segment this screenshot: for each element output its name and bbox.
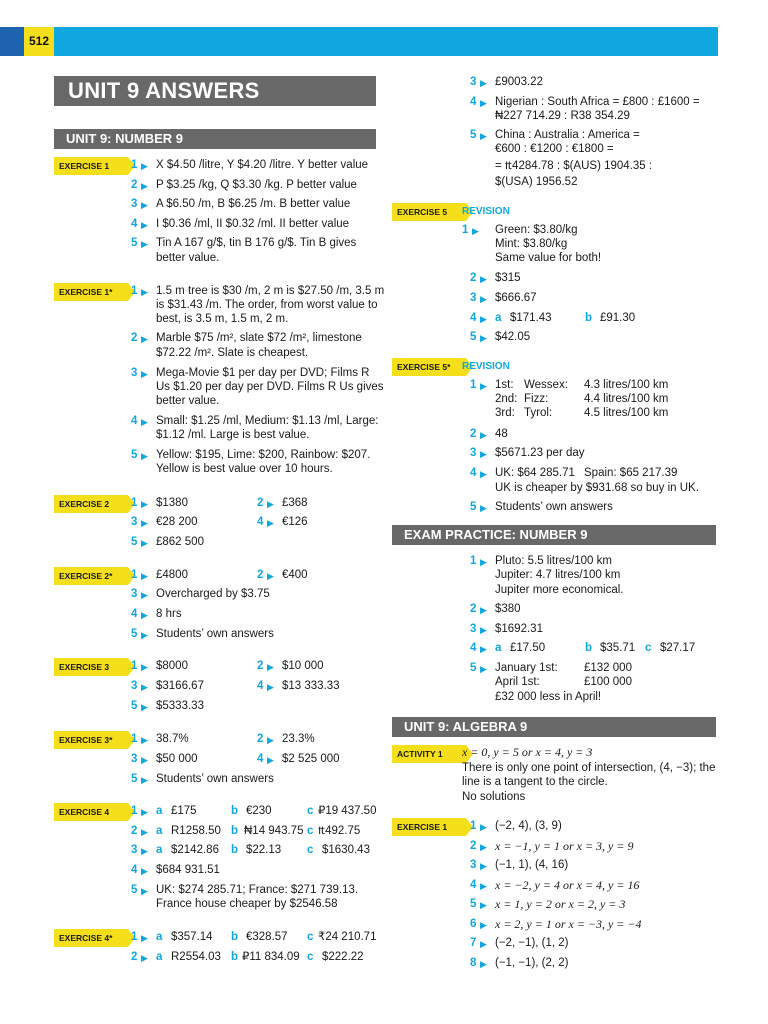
section-number-9: UNIT 9: NUMBER 9 [54,129,376,149]
answer-text: I $0.36 /ml, II $0.32 /ml. II better value [156,218,350,230]
answer-text: Overcharged by $3.75 [156,588,270,600]
answer-number: 1 [131,660,138,672]
part-letter: b [231,931,239,943]
answer-text: €400 [282,569,308,581]
answer-text: £9003.22 [495,76,543,88]
answer-text: ₦227 714.29 : R38 354.29 [495,110,630,122]
arrow-icon: ▶ [141,662,148,672]
car-value: 4.5 litres/100 km [584,407,669,419]
answer-number: 2 [131,825,138,837]
answer-text: $666.67 [495,292,537,304]
arrow-icon: ▶ [480,900,487,910]
answer-text: €328.57 [246,931,288,943]
part-letter: b [231,951,239,963]
part-letter: b [231,844,239,856]
exercise-5-star-tag: EXERCISE 5* [392,358,466,376]
answer-text: 38.7% [156,733,189,745]
answer-text: x = 0, y = 5 or x = 4, y = 3 [462,745,593,759]
arrow-icon: ▶ [480,959,487,969]
top-banner [0,27,718,56]
rank-label: 1st: [495,379,514,391]
answer-text: ₽19 437.50 [318,805,377,817]
answer-text: €230 [246,805,272,817]
answer-text: Spain: $65 217.39 [584,467,678,479]
answer-text: Jupiter: 4.7 litres/100 km [495,569,621,581]
answer-number: 5 [131,628,138,640]
answer-number: 2 [470,840,477,852]
car-name: Tyrol: [524,407,553,419]
arrow-icon: ▶ [141,953,148,963]
arrow-icon: ▶ [141,334,148,344]
arrow-icon: ▶ [480,503,487,513]
answer-number: 5 [131,449,138,461]
answer-number: 3 [131,367,138,379]
arrow-icon: ▶ [480,605,487,615]
section-exam-practice: EXAM PRACTICE: NUMBER 9 [392,525,716,545]
arrow-icon: ▶ [141,807,148,817]
answer-text: $171.43 [510,312,552,324]
answer-number: 3 [470,76,477,88]
answer-text: $(USA) 1956.52 [495,176,578,188]
answer-text: (−2, 4), (3, 9) [495,820,562,832]
arrow-icon: ▶ [141,682,148,692]
answer-text: Green: $3.80/kg [495,224,578,236]
part-letter: a [156,931,163,943]
answer-number: 1 [462,224,469,236]
answer-text: $1630.43 [322,844,370,856]
arrow-icon: ▶ [141,866,148,876]
revision-label: REVISION [462,361,510,372]
arrow-icon: ▶ [480,939,487,949]
answer-text: Small: $1.25 /ml, Medium: $1.13 /ml, Large: [156,415,379,427]
arrow-icon: ▶ [480,469,487,479]
answer-text: €28 200 [156,516,198,528]
car-name: Fizz: [524,393,549,405]
arrow-icon: ▶ [141,538,148,548]
arrow-icon: ▶ [141,590,148,600]
answer-number: 3 [131,516,138,528]
answer-number: 4 [470,642,477,654]
arrow-icon: ▶ [141,775,148,785]
arrow-icon: ▶ [480,822,487,832]
answer-number: 4 [257,516,264,528]
arrow-icon: ▶ [141,220,148,230]
answer-text: better value. [156,252,220,264]
answer-number: 4 [470,96,477,108]
arrow-icon: ▶ [267,518,274,528]
answer-text: Yellow: $195, Lime: $200, Rainbow: $207. [156,449,371,461]
arrow-icon: ▶ [480,98,487,108]
arrow-icon: ▶ [472,226,479,236]
answer-number: 2 [470,272,477,284]
answer-text: Tin A 167 g/$, tin B 176 g/$. Tin B gives [156,237,357,249]
section-algebra-9: UNIT 9: ALGEBRA 9 [392,717,716,737]
answer-number: 2 [257,497,264,509]
arrow-icon: ▶ [267,662,274,672]
answer-text: £368 [282,497,308,509]
part-letter: c [645,642,652,654]
answer-text: line is a tangent to the circle. [462,776,608,788]
arrow-icon: ▶ [480,664,487,674]
answer-number: 3 [470,623,477,635]
answer-text: $315 [495,272,521,284]
page-number: 512 [24,27,54,56]
answer-number: 5 [470,898,477,910]
answer-number: 2 [131,179,138,191]
arrow-icon: ▶ [141,417,148,427]
answer-text: £4800 [156,569,188,581]
arrow-icon: ▶ [141,933,148,943]
answer-text: There is only one point of intersection, (4, −3); the [462,762,716,774]
arrow-icon: ▶ [480,625,487,635]
arrow-icon: ▶ [141,630,148,640]
part-letter: a [156,825,163,837]
answer-text: (−2, −1), (1, 2) [495,937,569,949]
page-title: UNIT 9 ANSWERS [54,76,376,106]
answer-text: UK is cheaper by $931.68 so buy in UK. [495,482,699,494]
arrow-icon: ▶ [141,200,148,210]
exercise-1-star-tag: EXERCISE 1* [54,283,128,301]
part-letter: c [307,825,314,837]
answer-number: 5 [131,773,138,785]
answer-text: ₦14 943.75 [244,825,304,837]
answer-text: x = 2, y = 1 or x = −3, y = −4 [495,917,642,931]
answer-text: $22.13 [246,844,282,856]
answer-number: 1 [131,805,138,817]
answer-text: 8 hrs [156,608,182,620]
answer-text: R2554.03 [171,951,221,963]
answer-number: 3 [470,292,477,304]
arrow-icon: ▶ [480,881,487,891]
answer-text: 1.5 m tree is $30 /m, 2 m is $27.50 /m, 3.5 m [156,285,385,297]
answer-number: 4 [470,467,477,479]
arrow-icon: ▶ [480,449,487,459]
exercise-3-tag: EXERCISE 3 [54,658,128,676]
answer-number: 7 [470,937,477,949]
activity-1-tag: ACTIVITY 1 [392,745,466,763]
arrow-icon: ▶ [141,755,148,765]
part-letter: a [156,805,163,817]
answer-text: Students’ own answers [495,501,613,513]
answer-number: 4 [131,415,138,427]
answer-text: R1258.50 [171,825,221,837]
answer-text: $2142.86 [171,844,219,856]
rank-label: 2nd: [495,393,518,405]
answer-text: $684 931.51 [156,864,220,876]
answer-text: ₶492.75 [318,825,361,837]
answer-number: 5 [131,536,138,548]
exercise-4-star-tag: EXERCISE 4* [54,929,128,947]
answer-text: $5671.23 per day [495,447,585,459]
answer-text: April 1st: [495,676,540,688]
answer-text: $8000 [156,660,188,672]
arrow-icon: ▶ [480,644,487,654]
answer-text: ₹24 210.71 [318,931,377,943]
answer-text: x = −2, y = 4 or x = 4, y = 16 [495,878,640,892]
answer-text: (−1, −1), (2, 2) [495,957,569,969]
answer-number: 1 [131,497,138,509]
car-value: 4.3 litres/100 km [584,379,669,391]
exercise-4-tag: EXERCISE 4 [54,803,128,821]
answer-number: 5 [131,237,138,249]
arrow-icon: ▶ [141,518,148,528]
answer-number: 2 [257,569,264,581]
arrow-icon: ▶ [141,369,148,379]
arrow-icon: ▶ [480,294,487,304]
answer-text: (−1, 1), (4, 16) [495,859,569,871]
answer-text: $2 525 000 [282,753,340,765]
answer-text: €600 : €1200 : €1800 = [495,143,614,155]
answer-text: $5333.33 [156,700,204,712]
arrow-icon: ▶ [480,314,487,324]
answer-text: Mint: $3.80/kg [495,238,568,250]
algebra-exercise-1-tag: EXERCISE 1 [392,818,466,836]
arrow-icon: ▶ [141,571,148,581]
answer-text: £862 500 [156,536,204,548]
part-letter: c [307,931,314,943]
arrow-icon: ▶ [141,161,148,171]
answer-text: $1692.31 [495,623,543,635]
exercise-2-tag: EXERCISE 2 [54,495,128,513]
part-letter: a [495,642,502,654]
answer-text: €126 [282,516,308,528]
arrow-icon: ▶ [141,846,148,856]
answer-text: ₽11 834.09 [242,951,300,963]
exercise-2-star-tag: EXERCISE 2* [54,567,128,585]
answer-number: 4 [131,864,138,876]
answer-text: A $6.50 /m, B $6.25 /m. B better value [156,198,351,210]
answer-text: £175 [171,805,197,817]
answer-number: 3 [470,859,477,871]
answer-number: 6 [470,918,477,930]
answer-text: No solutions [462,791,526,803]
answer-number: 1 [470,820,477,832]
answer-text: $27.17 [660,642,696,654]
arrow-icon: ▶ [141,735,148,745]
answer-text: $3166.67 [156,680,204,692]
arrow-icon: ▶ [480,274,487,284]
banner-edge [0,27,24,56]
answer-number: 2 [131,951,138,963]
arrow-icon: ▶ [480,557,487,567]
arrow-icon: ▶ [480,842,487,852]
answer-number: 5 [131,700,138,712]
answer-text: £91.30 [600,312,636,324]
answer-text: Same value for both! [495,252,602,264]
arrow-icon: ▶ [141,886,148,896]
answer-number: 1 [131,733,138,745]
arrow-icon: ▶ [267,755,274,765]
arrow-icon: ▶ [141,451,148,461]
answer-number: 5 [470,501,477,513]
answer-text: Jupiter more economical. [495,584,624,596]
exercise-1-tag: EXERCISE 1 [54,157,128,175]
answer-number: 1 [131,159,138,171]
arrow-icon: ▶ [141,702,148,712]
part-letter: a [156,951,163,963]
answer-text: $380 [495,603,521,615]
part-letter: b [231,805,239,817]
answer-number: 4 [131,218,138,230]
answer-text: $72.22 /m². Slate is cheapest. [156,347,309,359]
answer-text: $50 000 [156,753,198,765]
answer-text: France house cheaper by $2546.58 [156,898,338,910]
arrow-icon: ▶ [141,181,148,191]
answer-text: UK: $274 285.71; France: $271 739.13. [156,884,359,896]
answer-number: 2 [131,332,138,344]
answer-number: 4 [470,879,477,891]
answer-text: $13 333.33 [282,680,340,692]
arrow-icon: ▶ [480,131,487,141]
answer-number: 2 [257,733,264,745]
answer-number: 3 [131,198,138,210]
answer-number: 4 [131,608,138,620]
arrow-icon: ▶ [480,333,487,343]
answer-text: £17.50 [510,642,546,654]
answer-text: UK: $64 285.71 [495,467,575,479]
part-letter: b [231,825,239,837]
answer-text: Us $1.20 per day per DVD. Films R Us gives [156,381,384,393]
answer-number: 5 [470,331,477,343]
answer-number: 1 [131,569,138,581]
answer-number: 8 [470,957,477,969]
answer-text: $1.12 /ml. Large is best value. [156,429,310,441]
answer-text: $10 000 [282,660,324,672]
part-letter: c [307,951,314,963]
rank-label: 3rd: [495,407,515,419]
answer-number: 3 [470,447,477,459]
answer-text: £132 000 [584,662,632,674]
arrow-icon: ▶ [480,381,487,391]
answer-text: 48 [495,428,508,440]
answer-text: Students’ own answers [156,628,274,640]
car-name: Wessex: [524,379,568,391]
answer-text: is $31.43 /m. The order, from worst value to [156,299,378,311]
answer-text: Mega-Movie $1 per day per DVD; Films R [156,367,370,379]
arrow-icon: ▶ [141,287,148,297]
part-letter: c [307,805,314,817]
car-value: 4.4 litres/100 km [584,393,669,405]
answer-text: $357.14 [171,931,213,943]
answer-number: 4 [257,753,264,765]
part-letter: c [307,844,314,856]
answer-number: 2 [470,603,477,615]
answer-text: best, is 3.5 m, 1.5 m, 2 m. [156,313,289,325]
answer-text: Pluto: 5.5 litres/100 km [495,555,612,567]
answer-text: 23.3% [282,733,315,745]
answer-text: better value. [156,395,220,407]
answer-number: 2 [470,428,477,440]
answer-text: January 1st: [495,662,558,674]
answer-number: 3 [131,680,138,692]
answer-number: 5 [470,129,477,141]
answer-text: Yellow is best value over 10 hours. [156,463,333,475]
answer-text: £100 000 [584,676,632,688]
part-letter: a [495,312,502,324]
answer-text: x = −1, y = 1 or x = 3, y = 9 [495,839,634,853]
answer-number: 1 [470,379,477,391]
revision-label: REVISION [462,206,510,217]
arrow-icon: ▶ [480,78,487,88]
arrow-icon: ▶ [141,827,148,837]
answer-text: £32 000 less in April! [495,691,602,703]
answer-text: $35.71 [600,642,636,654]
answer-text: China : Australia : America = [495,129,640,141]
answer-text: Nigerian : South Africa = £800 : £1600 = [495,96,700,108]
exercise-5-tag: EXERCISE 5 [392,203,466,221]
answer-number: 5 [131,884,138,896]
answer-text: Students’ own answers [156,773,274,785]
answer-text: X $4.50 /litre, Y $4.20 /litre. Y better value [156,159,369,171]
part-letter: b [585,312,593,324]
exercise-3-star-tag: EXERCISE 3* [54,731,128,749]
part-letter: b [585,642,593,654]
answer-number: 3 [131,588,138,600]
arrow-icon: ▶ [141,239,148,249]
arrow-icon: ▶ [267,682,274,692]
answer-text: $42.05 [495,331,531,343]
answer-text: Marble $75 /m², slate $72 /m², limestone [156,332,362,344]
arrow-icon: ▶ [267,571,274,581]
arrow-icon: ▶ [480,430,487,440]
answer-number: 4 [470,312,477,324]
arrow-icon: ▶ [480,920,487,930]
arrow-icon: ▶ [267,499,274,509]
answer-number: 2 [257,660,264,672]
answer-number: 1 [131,285,138,297]
answer-text: $222.22 [322,951,364,963]
part-letter: a [156,844,163,856]
answer-number: 5 [470,662,477,674]
arrow-icon: ▶ [480,861,487,871]
answer-text: x = 1, y = 2 or x = 2, y = 3 [495,897,626,911]
answer-number: 1 [470,555,477,567]
answer-text: $1380 [156,497,188,509]
answer-number: 4 [257,680,264,692]
arrow-icon: ▶ [141,499,148,509]
answer-number: 3 [131,753,138,765]
arrow-icon: ▶ [141,610,148,620]
arrow-icon: ▶ [267,735,274,745]
answer-number: 1 [131,931,138,943]
answer-text: = ₶4284.78 : $(AUS) 1904.35 : [495,160,653,172]
answer-number: 3 [131,844,138,856]
answer-text: P $3.25 /kg, Q $3.30 /kg. P better value [156,179,357,191]
